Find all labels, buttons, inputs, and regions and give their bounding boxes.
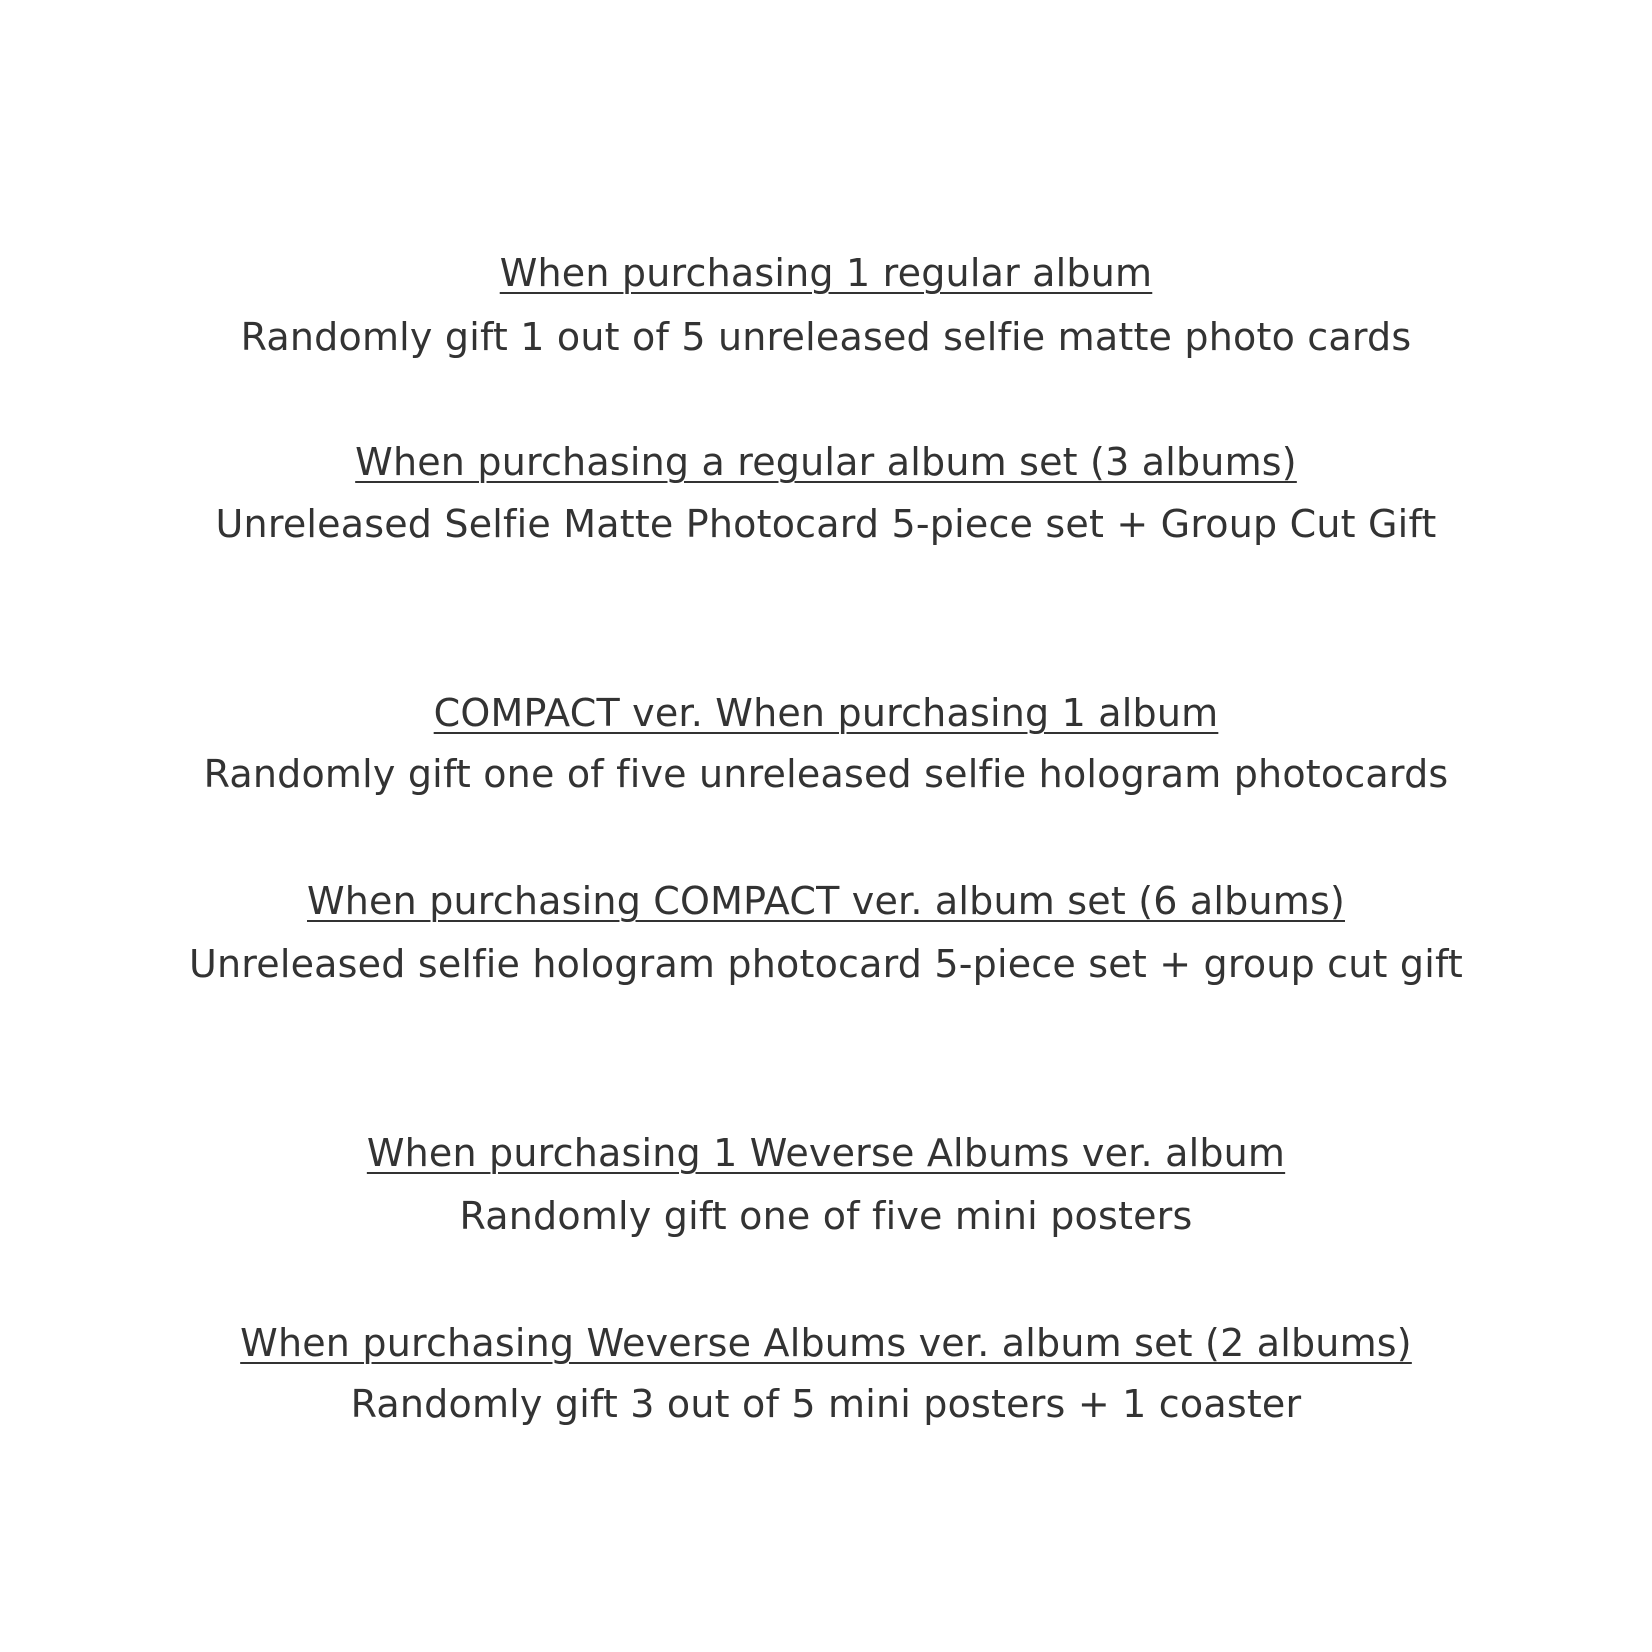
offer-heading-regular-set: When purchasing a regular album set (3 albums) (355, 440, 1297, 484)
offer-heading-compact-set: When purchasing COMPACT ver. album set (6 albums) (307, 879, 1345, 923)
offer-heading-weverse-set: When purchasing Weverse Albums ver. album set (2 albums) (240, 1321, 1412, 1365)
offer-detail-regular-set: Unreleased Selfie Matte Photocard 5-piece set + Group Cut Gift (215, 502, 1437, 546)
offer-heading-regular-single: When purchasing 1 regular album (499, 251, 1153, 295)
offer-detail-weverse-set: Randomly gift 3 out of 5 mini posters + 1 coaster (350, 1382, 1302, 1426)
offer-heading-compact-single: COMPACT ver. When purchasing 1 album (433, 691, 1219, 735)
offer-detail-regular-single: Randomly gift 1 out of 5 unreleased selfie matte photo cards (240, 315, 1412, 359)
offer-detail-compact-set: Unreleased selfie hologram photocard 5-piece set + group cut gift (188, 942, 1464, 986)
offer-heading-weverse-single: When purchasing 1 Weverse Albums ver. album (366, 1131, 1286, 1175)
offer-detail-weverse-single: Randomly gift one of five mini posters (459, 1194, 1193, 1238)
offer-detail-compact-single: Randomly gift one of five unreleased selfie hologram photocards (203, 752, 1449, 796)
